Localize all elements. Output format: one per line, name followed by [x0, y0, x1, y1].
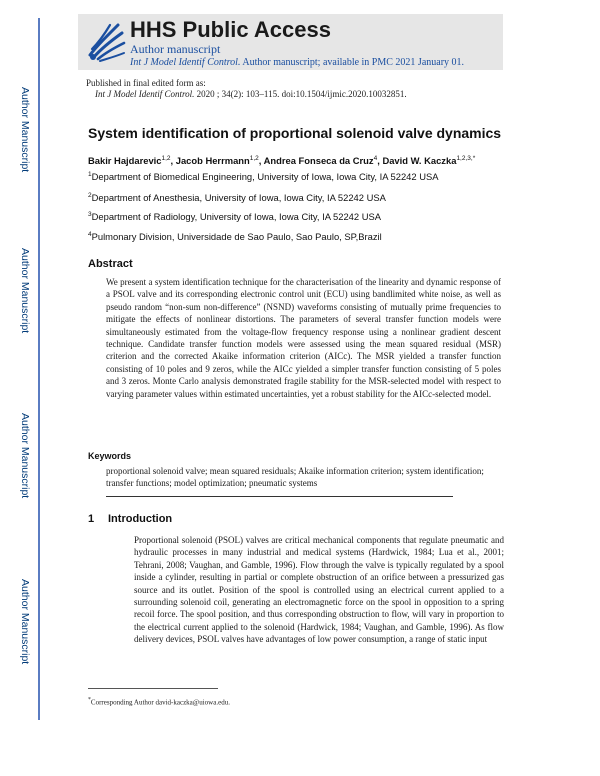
- author-separator: ,: [377, 155, 383, 167]
- author-name: David W. Kaczka: [382, 155, 457, 167]
- affiliation-sup: 2: [88, 192, 92, 199]
- keywords-heading: Keywords: [88, 451, 132, 461]
- banner-journal-abbrev[interactable]: Int J Model Identif Control.: [130, 57, 241, 68]
- introduction-body: Proportional solenoid (PSOL) valves are critical mechanical components that regulate pneumatic and hydraulic processes in many industrial and medical systems (Hardwick, 1984; Lua et al., 2001; Tehrani, 2008; Vaughan, and Gamble, 1996). Flow through the valve is typically regulated by a spool inside a cylinder, resulting in partial or complete obstruction of an orifice between a pressurized gas source and its outlet. Position of the spool is controlled using an electrical current applied to a surrounding solenoid coil, generating an electromagnetic force on the spool in opposition to a spring recoil force. The spool position, and thus corresponding obstruction to flow, will vary in proportion to the electrical current applied to the solenoid (Hardwick, 1984; Vaughan, and Gamble, 1996). As flow delivery devices, PSOL valves have advantages of low power consumption, a range of static input: [134, 535, 504, 645]
- author-affil-sup: 1,2: [161, 155, 171, 162]
- affiliation-sup: 1: [88, 171, 92, 178]
- author-separator: ,: [170, 155, 176, 167]
- publication-journal: Int J Model Identif Control.: [95, 89, 195, 99]
- introduction-heading: [88, 513, 172, 525]
- banner-title: HHS Public Access: [130, 17, 331, 42]
- sidebar-label-3: Author Manuscript: [19, 413, 31, 499]
- affiliation-sup: 4: [88, 231, 92, 238]
- affiliation-text: Department of Anesthesia, University of Iowa, Iowa City, IA 52242 USA: [91, 192, 386, 204]
- sidebar-label-2: Author Manuscript: [19, 248, 31, 334]
- abstract-heading: Abstract: [88, 258, 133, 270]
- published-label: Published in final edited form as:: [86, 78, 206, 88]
- author-affil-sup: 1,2,3,*: [456, 155, 476, 162]
- author-name: Andrea Fonseca da Cruz: [263, 155, 374, 167]
- author-list: [88, 155, 475, 166]
- footnote-text: Corresponding Author david-kaczka@uiowa.edu.: [90, 698, 230, 707]
- affiliation-text: Department of Biomedical Engineering, University of Iowa, Iowa City, IA 52242 USA: [91, 171, 439, 183]
- publication-citation: [95, 89, 407, 99]
- keywords-text: proportional solenoid valve; mean squared residuals; Akaike information criterion; system identification; transfer functions; model optimization; pneumatic systems: [106, 466, 484, 489]
- section-number: 1: [88, 513, 95, 525]
- affiliation-1: [88, 171, 439, 182]
- footnote: [88, 697, 230, 706]
- article-title: System identification of proportional solenoid valve dynamics: [88, 125, 502, 141]
- banner-subtitle: Author manuscript: [130, 42, 221, 56]
- banner-availability: Author manuscript; available in PMC 2021 January 01.: [240, 57, 465, 68]
- affiliation-text: Pulmonary Division, Universidade de Sao Paulo, Sao Paulo, SP,Brazil: [91, 231, 382, 243]
- affiliation-4: [88, 231, 382, 242]
- author-name: Jacob Herrmann: [175, 155, 250, 167]
- footnote-marker: *: [88, 697, 91, 703]
- abstract-body: We present a system identification technique for the characterisation of the linearity and dynamic response of a PSOL valve and its corresponding electronic control unit (ECU) using bandlimited white noise, as well as pseudo random “non-sum non-difference” (NSND) waveforms consisting of mutually prime frequencies to mitigate the effects of nonlinear distortions. The parameters of several transfer function models were simultaneously estimated from the voltage-flow frequency response using a nonlinear gradient descent technique. Candidate transfer function models were assessed using the mean squared residual (MSR) criterion and the corrected Akaike information criterion (AICc). The MSR yielded a transfer function consisting of 10 poles and 9 zeros, while the AICc yielded a simpler transfer function consisting of 5 poles and 3 zeros. Monte Carlo analysis demonstrated fragile stability for the MSR-selected model with respect to varying parameter values within estimated uncertainties, yet a robust stability for the AICc-selected model.: [106, 277, 501, 399]
- banner-journal-line: [130, 57, 464, 68]
- hhs-eagle-logo-icon: [84, 17, 128, 65]
- author-affil-sup: 1,2: [249, 155, 259, 162]
- publication-citation-detail[interactable]: 2020 ; 34(2): 103–115. doi:10.1504/ijmic.2020.10032851.: [194, 89, 407, 99]
- affiliation-sup: 3: [88, 211, 92, 218]
- keywords-divider: [106, 496, 453, 497]
- affiliation-text: Department of Radiology, University of Iowa, Iowa City, IA 52242 USA: [91, 211, 381, 223]
- footnote-divider: [88, 688, 218, 689]
- sidebar-label-4: Author Manuscript: [19, 579, 31, 665]
- affiliation-2: [88, 192, 386, 203]
- sidebar-label-1: Author Manuscript: [19, 87, 31, 173]
- author-name: Bakir Hajdarevic: [88, 155, 162, 167]
- section-title: Introduction: [108, 513, 173, 525]
- author-affil-sup: 4: [373, 155, 378, 162]
- author-separator: ,: [258, 155, 264, 167]
- sidebar-rule: [38, 18, 40, 720]
- affiliation-3: [88, 211, 381, 222]
